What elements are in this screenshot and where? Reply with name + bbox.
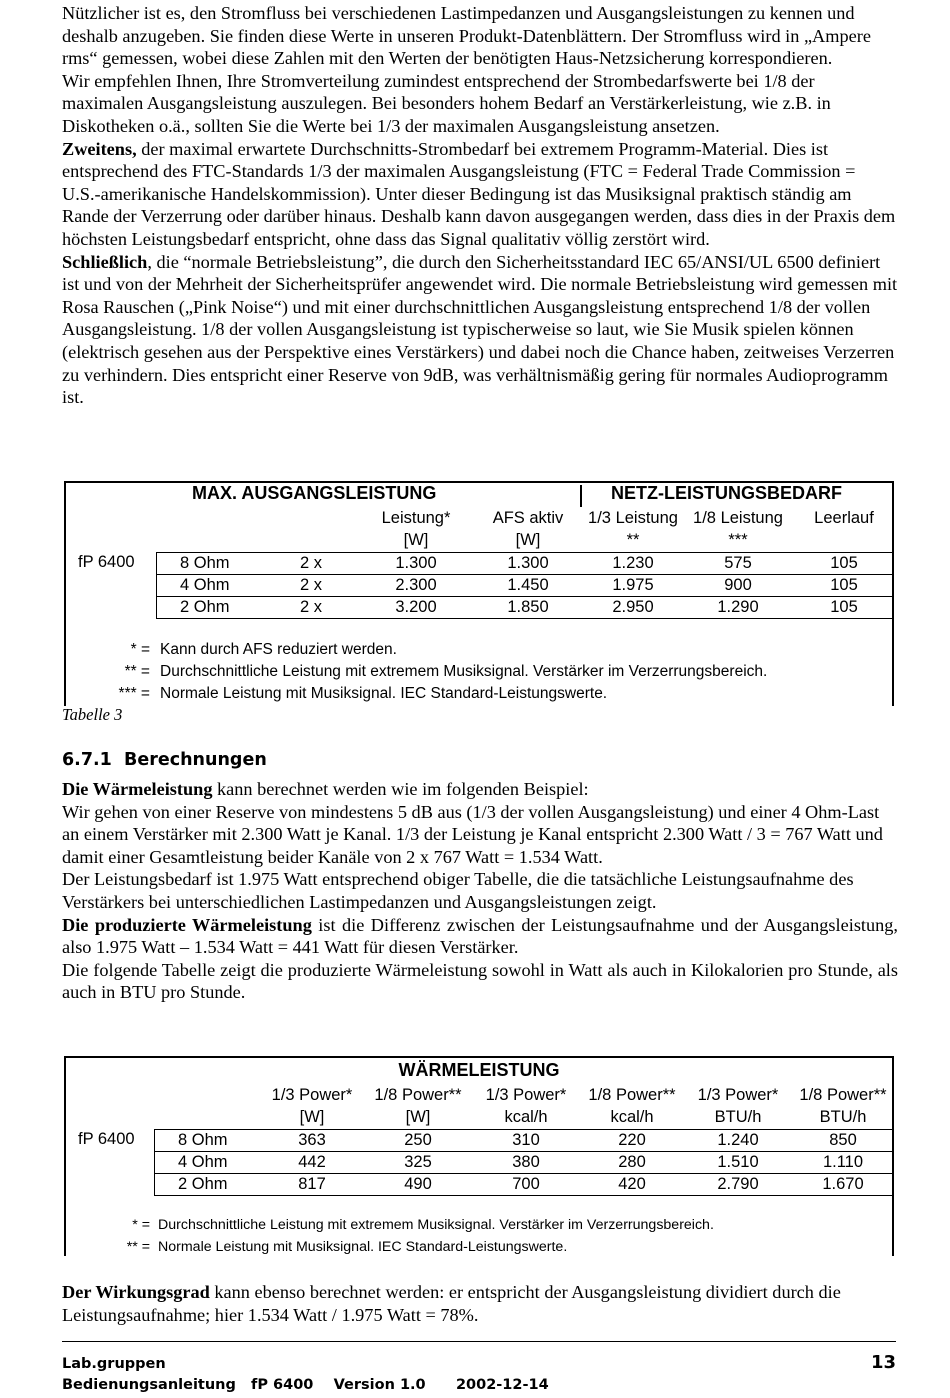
table2-col-3: 1/3 Power* <box>485 1086 567 1104</box>
table1-note-mark-3: *** = <box>118 685 150 702</box>
paragraph-produziert <box>62 914 898 959</box>
table1-col-leistung-unit: [W] <box>403 531 429 549</box>
table1-col-18-unit: *** <box>728 531 748 549</box>
paragraph-bedarf: Der Leistungsbedarf ist 1.975 Watt entsprechend obiger Tabelle, die die tatsächliche Leistungsaufnahme des Verstärkers bei unterschiedlichen Lastimpedanzen und Ausgangsleistungen zeigt. <box>62 869 854 912</box>
table1-note-mark-1: * = <box>130 641 150 658</box>
table1-col-18: 1/8 Leistung <box>693 509 783 527</box>
table2-col-2-unit: [W] <box>405 1108 431 1126</box>
table1-note-2: Durchschnittliche Leistung mit extremem Musiksignal. Verstärker im Verzerrungsbereich. <box>160 663 768 680</box>
zweitens-bold: Zweitens, <box>62 138 137 159</box>
waerme-text: kann berechnet werden wie im folgenden Beispiel: <box>212 779 589 799</box>
table2-rows-left-border <box>154 1129 155 1195</box>
footer-divider <box>62 1341 896 1342</box>
table2-col-1: 1/3 Power* <box>271 1086 353 1104</box>
footer-date: 2002-12-14 <box>455 1377 549 1393</box>
table2-model: fP 6400 <box>78 1130 135 1148</box>
paragraph-zweitens <box>62 138 898 251</box>
table1-header-left: MAX. AUSGANGSLEISTUNG <box>192 483 437 503</box>
table2-col-4: 1/8 Power** <box>588 1086 676 1104</box>
body-text-top <box>62 2 898 409</box>
body-text-bottom <box>62 1281 898 1326</box>
table1-col-13-unit: ** <box>626 531 640 549</box>
table2-col-5-unit: BTU/h <box>714 1108 762 1126</box>
section-number: 6.7.1 <box>62 750 112 770</box>
table-heat-output: WÄRMELEISTUNG 1/3 Power* [W] 1/8 Power** [W] 1/3 Power* kcal/h 1/8 Power** kcal/h 1/3 Power* BTU/h 1/8 Power** BTU/h fP 6400 8 Ohm 363 250 310 220 1.240 850 4 Ohm 442 325 380 280 1.510 1.110 2 Ohm 817 490 700 420 2.790 1.670 * = Durchschnittliche Leistung mit extremem Musiksignal. Verstärker im Verzerrungsbereich. ** = Normale Leistung mit Musiksignal. IEC Standard-Leistungswerte. <box>64 1056 894 1256</box>
table1-col-afs: AFS aktiv <box>492 509 564 527</box>
paragraph-waermeleistung <box>62 778 898 801</box>
table1-rowline-3 <box>156 618 894 619</box>
table2-rowline-3 <box>154 1195 894 1196</box>
paragraph-schliesslich <box>62 251 898 409</box>
paragraph-empfehlung: Wir empfehlen Ihnen, Ihre Stromverteilung zumindest entsprechend der Strombedarfswerte bei 1/8 der maximalen Ausgangsleistung auszulegen. Bei besonders hohem Bedarf an Verstärkerleistung, wie z.B. in Diskotheken o.ä., sollten Sie die Werte bei 1/3 der maximalen Ausgangsleistung ansetzen. <box>62 70 831 136</box>
footer-version: Version 1.0 <box>333 1377 426 1393</box>
table1-model: fP 6400 <box>78 553 135 571</box>
paragraph-stromfluss: Nützlicher ist es, den Stromfluss bei verschiedenen Lastimpedanzen und Ausgangsleistungen zu kennen und deshalb anzugeben. Sie finden diese Werte in unseren Produkt-Datenblättern. Der Stromfluss wird in „Ampere rms“ gemessen, wobei diese Zahlen mit den Werten der benötigten Haus-Netzsicherung korrespondieren. <box>62 3 871 69</box>
produziert-text: ist die Differenz zwischen der Leistungsaufnahme und der Ausgangsleistung, also 1.975 Watt – 1.534 Watt = 441 Watt für diesen Verstärker. <box>62 914 898 958</box>
produziert-bold: Die produzierte Wärmeleistung <box>62 914 312 935</box>
table2-col-5: 1/3 Power* <box>697 1086 779 1104</box>
table-power-consumption: MAX. AUSGANGSLEISTUNG NETZ-LEISTUNGSBEDARF Leistung* [W] AFS aktiv [W] 1/3 Leistung ** 1/8 Leistung *** Leerlauf fP 6400 8 Ohm 2 x 1.300 1.300 1.230 575 105 4 Ohm 2 x 2.300 1.450 1.975 900 105 2 Ohm 2 x 3.200 1.850 2.950 1.290 105 * = Kann durch AFS reduziert werden. ** = Durchschnittliche Leistung mit extremem Musiksignal. Verstärker im Verzerrungsbereich. *** = Normale Leistung mit Musiksignal. IEC Standard-Leistungswerte. <box>64 481 894 706</box>
table1-caption: Tabelle 3 <box>62 705 123 724</box>
body-text-middle <box>62 778 898 1004</box>
table1-header-divider <box>580 485 582 507</box>
schliesslich-bold: Schließlich <box>62 251 148 272</box>
table2-note-2: Normale Leistung mit Musiksignal. IEC Standard-Leistungswerte. <box>158 1239 568 1255</box>
paragraph-reserve: Wir gehen von einer Reserve von mindestens 5 dB aus (1/3 der vollen Ausgangsleistung) und einer 4 Ohm-Last an einem Verstärker mit 2.300 Watt je Kanal. 1/3 der Leistung je Kanal entspricht 2.300 Watt / 3 = 767 Watt und damit einer Gesamtleistung beider Kanäle von 2 x 767 Watt = 1.534 Watt. <box>62 801 883 867</box>
table2-note-mark-2: ** = <box>126 1239 150 1255</box>
table1-note-mark-2: ** = <box>124 663 150 680</box>
section-heading <box>62 750 267 770</box>
section-title: Berechnungen <box>124 750 267 770</box>
table2-col-4-unit: kcal/h <box>610 1108 654 1126</box>
table2-note-mark-1: * = <box>132 1217 150 1233</box>
wirkungsgrad-text: kann ebenso berechnet werden: er entspricht der Ausgangsleistung dividiert durch die Leistungsaufnahme; hier 1.534 Watt / 1.975 Watt = 78%. <box>62 1282 841 1325</box>
table2-col-2: 1/8 Power** <box>374 1086 462 1104</box>
waerme-bold: Die Wärmeleistung <box>62 779 213 799</box>
table1-rows-left-border <box>156 552 157 618</box>
table1-header-right: NETZ-LEISTUNGSBEDARF <box>611 483 842 503</box>
paragraph-folgende: Die folgende Tabelle zeigt die produzierte Wärmeleistung sowohl in Watt als auch in Kilokalorien pro Stunde, als auch in BTU pro Stunde. <box>62 959 898 1003</box>
table1-col-leerlauf: Leerlauf <box>814 509 874 527</box>
table2-col-3-unit: kcal/h <box>504 1108 548 1126</box>
wirkungsgrad-bold: Der Wirkungsgrad <box>62 1282 210 1302</box>
table2-header: WÄRMELEISTUNG <box>398 1060 560 1080</box>
footer-doc-info <box>62 1377 898 1393</box>
footer-doc: Bedienungsanleitung <box>62 1377 236 1393</box>
zweitens-text: der maximal erwartete Durchschnitts-Strombedarf bei extremem Programm-Material. Dies ist entsprechend des FTC-Standards 1/3 der maximalen Ausgangsleistung (FTC = Federal Trade Commission = U.S.-amerikanische Handelskommission). Unter dieser Bedingung ist das Musiksignal praktisch ständig am Rande der Verzerrung oder darüber hinaus. Deshalb kann davon ausgegangen werden, dass dies in der Praxis dem höchsten Leistungsbedarf entspricht, ohne dass das Signal qualitativ völlig zerstört wird. <box>62 138 896 249</box>
paragraph-wirkungsgrad <box>62 1281 898 1326</box>
footer-brand: Lab.gruppen <box>62 1356 166 1372</box>
schliesslich-text: , die “normale Betriebsleistung”, die durch den Sicherheitsstandard IEC 65/ANSI/UL 6500 definiert ist und von der Mehrheit der Sicherheitsprüfer angewendet wird. Die normale Betriebsleistung wird gemessen mit Rosa Rauschen („Pink Noise“) und mit einer durchschnittlichen Ausgangsleistung entsprechend 1/8 der vollen Ausgangsleistung. 1/8 der vollen Ausgangsleistung ist typischerweise so laut, wie Sie Musik spielen können (elektrisch gesehen aus der Perspektive eines Verstärkers) und dabei noch die Chance haben, zeitweises Verzerren zu verhindern. Dies entspricht einer Reserve von 9dB, was verhältnismäßig gering für normales Audioprogramm ist. <box>62 251 898 408</box>
table2-note-1: Durchschnittliche Leistung mit extremem Musiksignal. Verstärker im Verzerrungsbereich. <box>158 1217 714 1233</box>
table1-col-leistung: Leistung* <box>381 509 451 527</box>
table2-col-1-unit: [W] <box>299 1108 325 1126</box>
table1-col-afs-unit: [W] <box>515 531 541 549</box>
table2-col-6-unit: BTU/h <box>819 1108 867 1126</box>
table2-col-6: 1/8 Power** <box>799 1086 887 1104</box>
table1-note-3: Normale Leistung mit Musiksignal. IEC Standard-Leistungswerte. <box>160 685 608 702</box>
footer-model: fP 6400 <box>251 1377 314 1393</box>
page-number: 13 <box>870 1352 896 1373</box>
table1-note-1: Kann durch AFS reduziert werden. <box>160 641 397 658</box>
table1-col-13: 1/3 Leistung <box>588 509 678 527</box>
